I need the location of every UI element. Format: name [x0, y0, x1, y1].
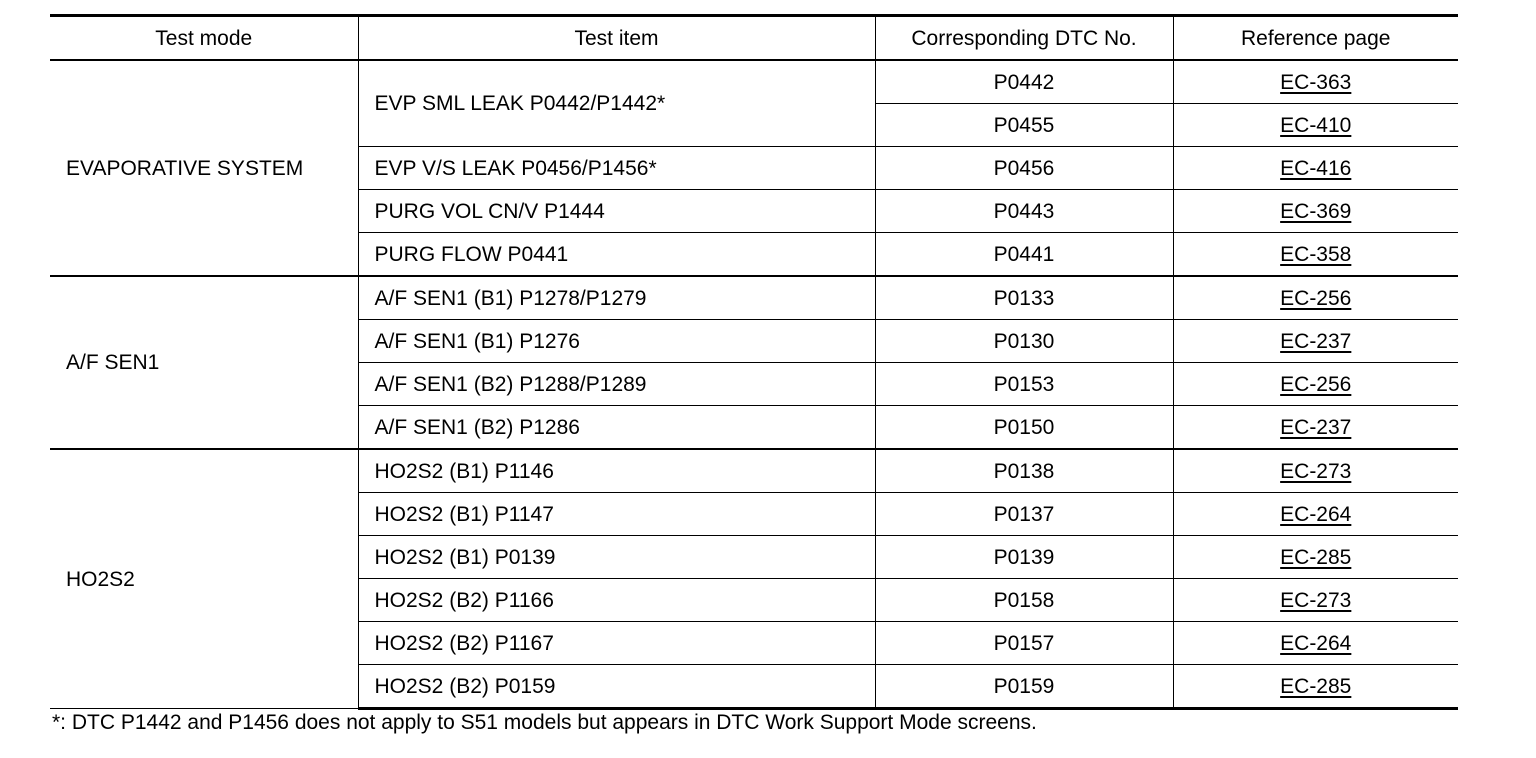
test-item-cell: A/F SEN1 (B2) P1288/P1289 [358, 363, 875, 406]
dtc-cell: P0157 [875, 622, 1173, 665]
reference-page-link[interactable]: EC-285 [1280, 674, 1352, 698]
dtc-cell: P0158 [875, 579, 1173, 622]
reference-page-link[interactable]: EC-237 [1280, 415, 1352, 439]
test-mode-cell: HO2S2 [50, 449, 358, 709]
dtc-cell: P0442 [875, 60, 1173, 104]
reference-page-link[interactable]: EC-369 [1280, 199, 1352, 223]
dtc-work-support-table [50, 14, 1458, 710]
dtc-cell: P0130 [875, 320, 1173, 363]
test-item-cell: HO2S2 (B2) P0159 [358, 665, 875, 709]
reference-page-link[interactable]: EC-256 [1280, 286, 1352, 310]
reference-page-link[interactable]: EC-285 [1280, 545, 1352, 569]
reference-page-link[interactable]: EC-358 [1280, 242, 1352, 266]
dtc-cell: P0159 [875, 665, 1173, 709]
footnote: *: DTC P1442 and P1456 does not apply to S51 models but appears in DTC Work Support Mode screens. [52, 711, 1037, 734]
dtc-cell: P0138 [875, 449, 1173, 493]
test-mode-cell: A/F SEN1 [50, 276, 358, 449]
test-item-cell: HO2S2 (B2) P1166 [358, 579, 875, 622]
test-item-cell: HO2S2 (B1) P1146 [358, 449, 875, 493]
dtc-cell: P0153 [875, 363, 1173, 406]
dtc-cell: P0150 [875, 406, 1173, 450]
reference-page-link[interactable]: EC-273 [1280, 459, 1352, 483]
header-dtc-no: Corresponding DTC No. [875, 16, 1173, 61]
dtc-cell: P0455 [875, 104, 1173, 147]
test-item-cell: A/F SEN1 (B1) P1276 [358, 320, 875, 363]
reference-page-link[interactable]: EC-237 [1280, 329, 1352, 353]
test-item-cell: HO2S2 (B2) P1167 [358, 622, 875, 665]
table-row [50, 449, 1458, 493]
test-item-cell: EVP SML LEAK P0442/P1442* [358, 60, 875, 147]
test-item-cell: HO2S2 (B1) P1147 [358, 493, 875, 536]
reference-page-link[interactable]: EC-410 [1280, 113, 1352, 137]
reference-page-link[interactable]: EC-363 [1280, 70, 1352, 94]
reference-page-link[interactable]: EC-264 [1280, 631, 1352, 655]
reference-page-link[interactable]: EC-264 [1280, 502, 1352, 526]
dtc-cell: P0133 [875, 276, 1173, 320]
test-item-cell: A/F SEN1 (B1) P1278/P1279 [358, 276, 875, 320]
dtc-cell: P0137 [875, 493, 1173, 536]
dtc-cell: P0456 [875, 147, 1173, 190]
table-row [50, 60, 1458, 104]
test-mode-cell: EVAPORATIVE SYSTEM [50, 60, 358, 276]
test-item-cell: A/F SEN1 (B2) P1286 [358, 406, 875, 450]
dtc-cell: P0441 [875, 233, 1173, 277]
dtc-cell: P0443 [875, 190, 1173, 233]
dtc-cell: P0139 [875, 536, 1173, 579]
reference-page-link[interactable]: EC-256 [1280, 372, 1352, 396]
table-row [50, 276, 1458, 320]
test-item-cell: HO2S2 (B1) P0139 [358, 536, 875, 579]
test-item-cell: PURG FLOW P0441 [358, 233, 875, 277]
test-item-cell: EVP V/S LEAK P0456/P1456* [358, 147, 875, 190]
test-item-cell: PURG VOL CN/V P1444 [358, 190, 875, 233]
reference-page-link[interactable]: EC-416 [1280, 156, 1352, 180]
reference-page-link[interactable]: EC-273 [1280, 588, 1352, 612]
header-test-mode: Test mode [50, 16, 358, 61]
table-header-row [50, 16, 1458, 61]
header-reference-page: Reference page [1173, 16, 1458, 61]
header-test-item: Test item [358, 16, 875, 61]
